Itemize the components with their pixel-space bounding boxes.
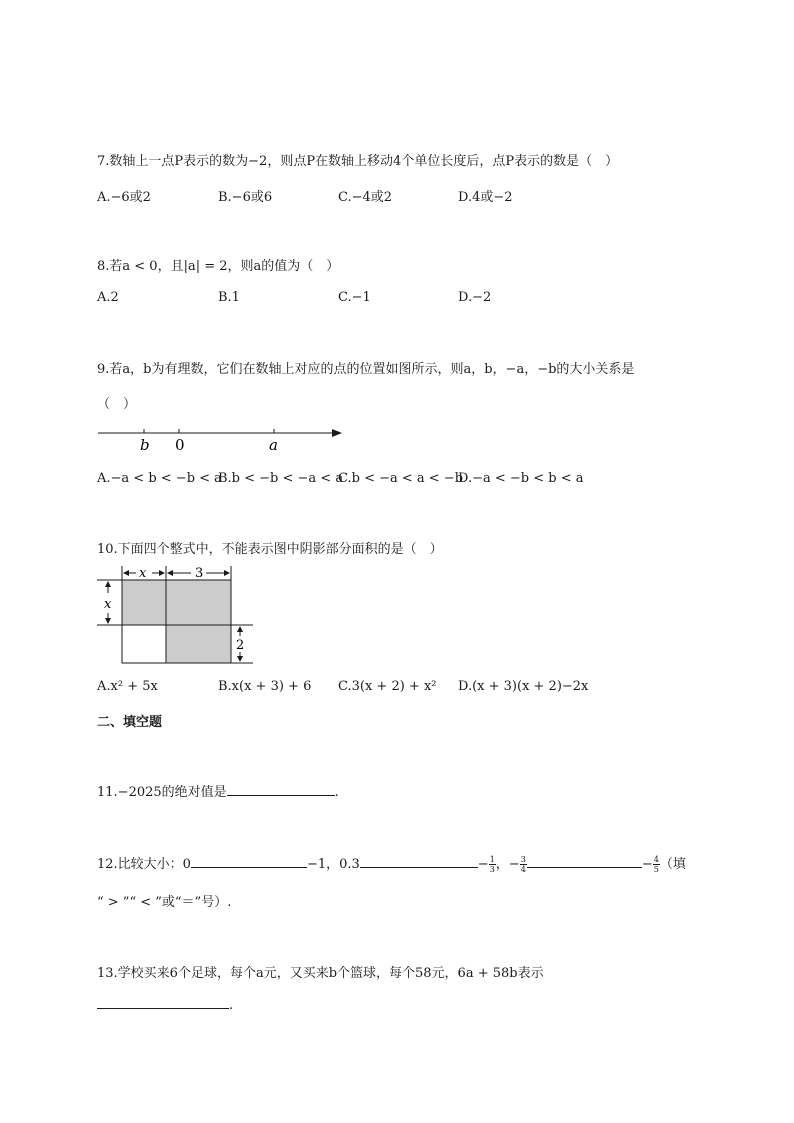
q12 xyxy=(97,853,686,874)
q10-option-c: C.3(x + 2) + x² xyxy=(338,679,437,694)
area-figure xyxy=(95,563,257,669)
label-a: a xyxy=(269,436,278,454)
shaded-bottom-right xyxy=(166,625,231,663)
q12-blank-1[interactable] xyxy=(191,855,307,868)
q11-stem: 11.−2025的绝对值是 xyxy=(97,785,227,800)
q9-stem-cont: （ ） xyxy=(97,397,137,412)
q9-option-a: A.−a < b < −b < a xyxy=(97,471,222,486)
label-top-x: x xyxy=(139,566,147,581)
q9-option-b: B.b < −b < −a < a xyxy=(218,471,344,486)
q9-stem: 9.若a，b为有理数，它们在数轴上对应的点的位置如图所示，则a，b，−a，−b的大小关系是 xyxy=(97,362,635,377)
q13-stem: 13.学校买来6个足球，每个a元，又买来b个篮球，每个58元，6a + 58b表示 xyxy=(97,966,544,981)
q7-option-c: C.−4或2 xyxy=(338,190,393,205)
section-title-fill-in: 二、填空题 xyxy=(97,715,163,730)
q12-prefix: 12.比较大小：0 xyxy=(97,857,191,872)
q7-option-b: B.−6或6 xyxy=(218,190,273,205)
q12-frac2-sign: − xyxy=(508,857,520,872)
label-top-3: 3 xyxy=(195,566,204,581)
q12-frac3-sign: − xyxy=(641,857,653,872)
q11-end: . xyxy=(334,785,339,800)
q13-answer xyxy=(97,996,233,1013)
number-line-figure xyxy=(95,420,345,456)
q12-blank-3[interactable] xyxy=(527,855,642,868)
q8-option-b: B.1 xyxy=(218,290,240,305)
q10-option-a: A.x² + 5x xyxy=(97,679,158,694)
label-b: b xyxy=(140,436,150,454)
q12-line2: “ > ”“ < ”或“＝”号）. xyxy=(97,895,232,910)
q7-option-a: A.−6或2 xyxy=(97,190,151,205)
label-right-2: 2 xyxy=(236,638,245,653)
q10-option-b: B.x(x + 3) + 6 xyxy=(218,679,312,694)
q12-fraction-1: $\frac{1}{3}$ xyxy=(489,855,495,874)
shaded-top-right xyxy=(166,580,231,625)
q8-option-d: D.−2 xyxy=(458,290,492,305)
q7-option-d: D.4或−2 xyxy=(458,190,513,205)
q13-answer-blank[interactable] xyxy=(97,996,229,1009)
q13-end: . xyxy=(229,998,234,1013)
q12-sep: ， xyxy=(495,857,509,872)
q9-option-c: C.b < −a < a < −b xyxy=(338,471,464,486)
q12-fraction-2: $\frac{3}{4}$ xyxy=(520,855,526,874)
q12-part2: −1，0.3 xyxy=(306,857,360,872)
q11-answer-blank[interactable] xyxy=(227,783,335,796)
q12-fraction-3: $\frac{4}{5}$ xyxy=(653,855,659,874)
q9-option-d: D.−a < −b < b < a xyxy=(458,471,584,486)
q8-stem: 8.若a < 0，且|a| = 2，则a的值为（ ） xyxy=(97,259,340,274)
label-left-x: x xyxy=(104,597,112,612)
q10-stem: 10.下面四个整式中，不能表示图中阴影部分面积的是（ ） xyxy=(97,542,443,557)
q8-option-a: A.2 xyxy=(97,290,119,305)
q10-option-d: D.(x + 3)(x + 2)−2x xyxy=(458,679,589,694)
q12-tail: （填 xyxy=(659,857,686,872)
q11 xyxy=(97,781,339,800)
q12-frac1-sign: − xyxy=(477,857,489,872)
shaded-top-left xyxy=(122,580,166,625)
number-line-arrow xyxy=(332,429,342,437)
q12-blank-2[interactable] xyxy=(360,855,478,868)
q8-option-c: C.−1 xyxy=(338,290,371,305)
label-0: 0 xyxy=(175,436,185,454)
q7-stem: 7.数轴上一点P表示的数为−2，则点P在数轴上移动4个单位长度后，点P表示的数是（ ） xyxy=(97,154,619,169)
